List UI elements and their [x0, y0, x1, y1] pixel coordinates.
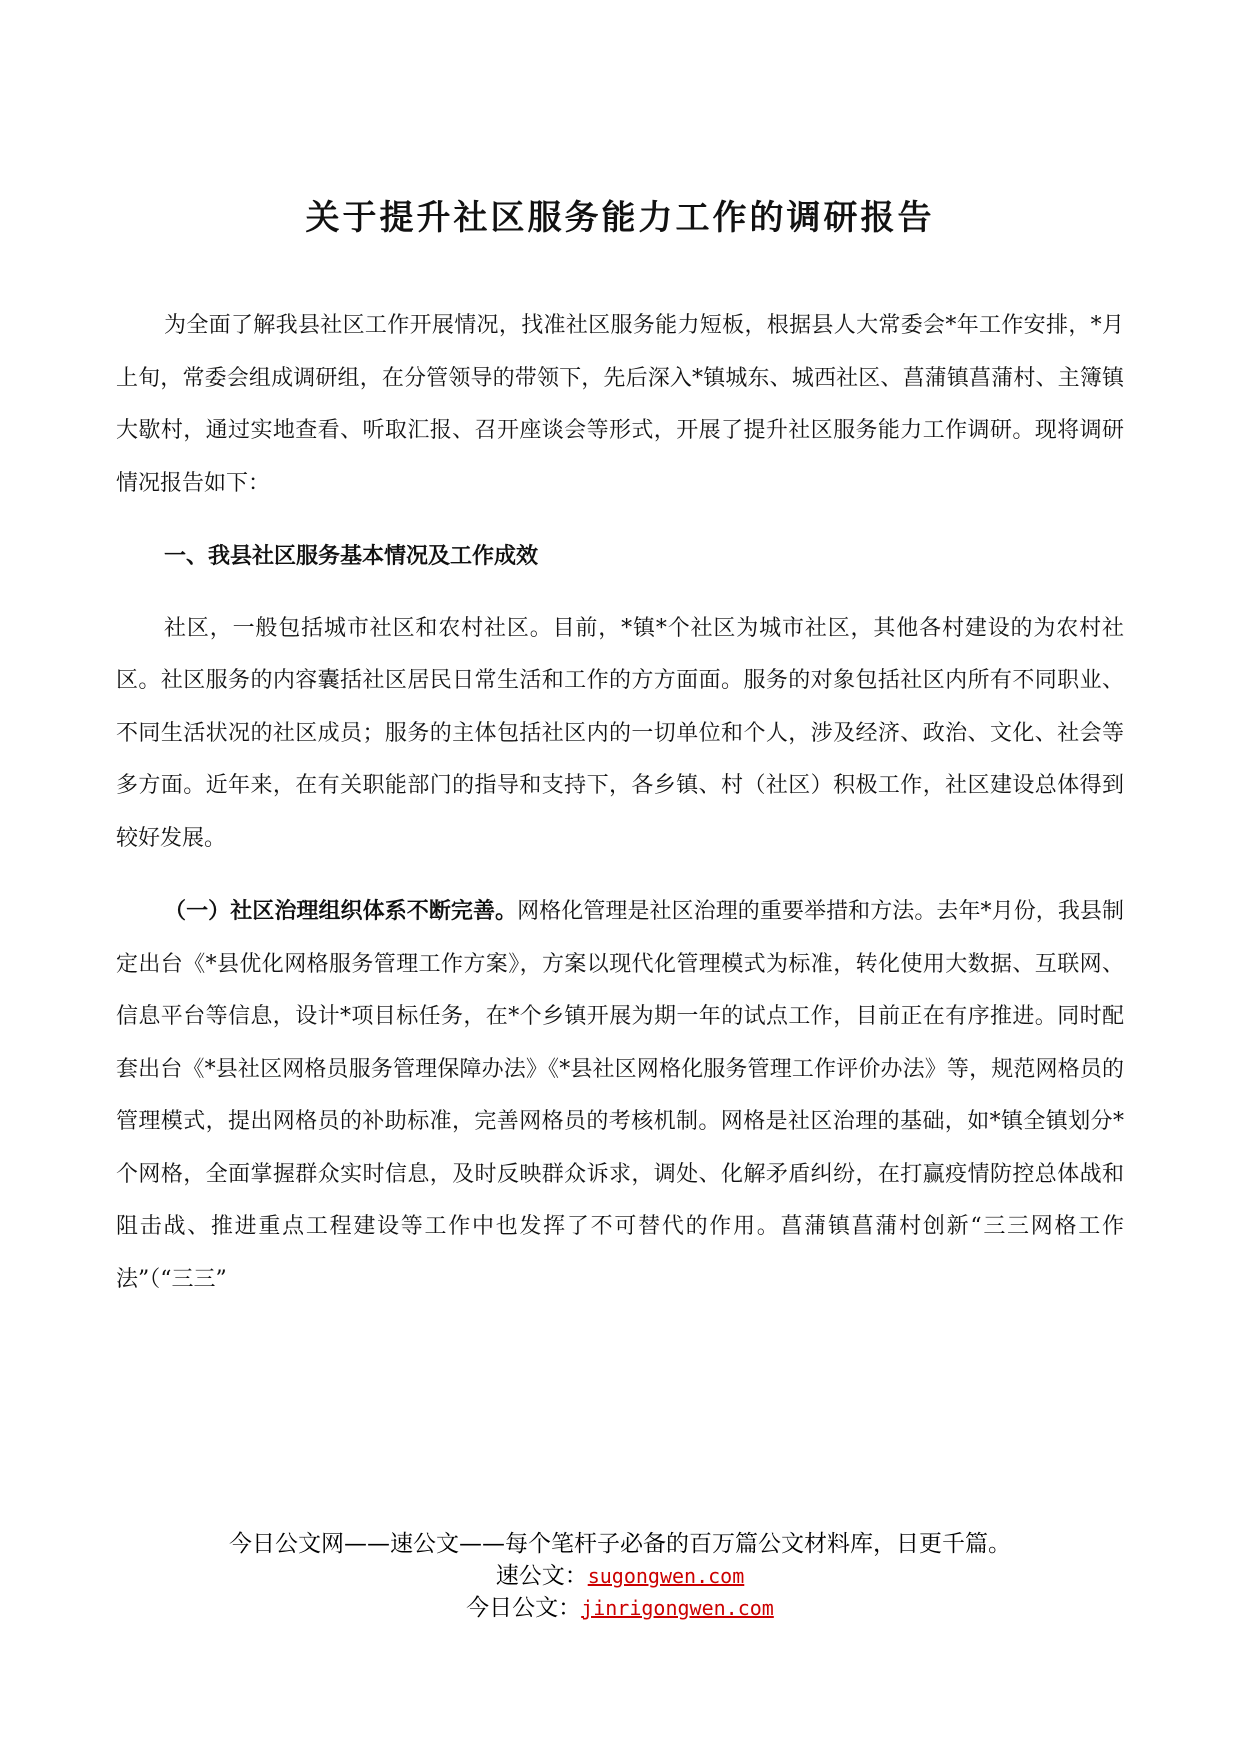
jinri-label: 今日公文： [466, 1595, 582, 1621]
footer-sugong-line [0, 1560, 1240, 1592]
sugong-link[interactable]: sugongwen.com [587, 1564, 745, 1588]
jinri-link[interactable]: jinrigongwen.com [581, 1596, 774, 1620]
section-paragraph: 社区，一般包括城市社区和农村社区。目前，*镇*个社区为城市社区，其他各村建设的为农村社区。社区服务的内容囊括社区居民日常生活和工作的方方面面。服务的对象包括社区内所有不同职业、不同生活状况的社区成员；服务的主体包括社区内的一切单位和个人，涉及经济、政治、文化、社会等多方面。近年来，在有关职能部门的指导和支持下，各乡镇、村（社区）积极工作，社区建设总体得到较好发展。 [116, 615, 1124, 851]
document-body [116, 300, 1124, 1306]
intro-paragraph: 为全面了解我县社区工作开展情况，找准社区服务能力短板，根据县人大常委会*年工作安排，*月上旬，常委会组成调研组，在分管领导的带领下，先后深入*镇城东、城西社区、菖蒲镇菖蒲村、主簿镇大歇村，通过实地查看、听取汇报、召开座谈会等形式，开展了提升社区服务能力工作调研。现将调研情况报告如下： [116, 313, 1124, 496]
footer-slogan: 今日公文网——速公文——每个笔杆子必备的百万篇公文材料库，日更千篇。 [229, 1531, 1011, 1557]
sugong-label: 速公文： [495, 1563, 588, 1589]
subsection-text: 网格化管理是社区治理的重要举措和方法。去年*月份，我县制定出台《*县优化网格服务管理工作方案》，方案以现代化管理模式为标准，转化使用大数据、互联网、信息平台等信息，设计*项目标任务，在*个乡镇开展为期一年的试点工作，目前正在有序推进。同时配套出台《*县社区网格员服务管理保障办法》《*县社区网格化服务管理工作评价办法》等，规范网格员的管理模式，提出网格员的补助标准，完善网格员的考核机制。网格是社区治理的基础，如*镇全镇划分*个网格，全面掌握群众实时信息，及时反映群众诉求，调处、化解矛盾纠纷，在打赢疫情防控总体战和阻击战、推进重点工程建设等工作中也发挥了不可替代的作用。菖蒲镇菖蒲村创新“三三网格工作法”（“三三” [116, 899, 1124, 1292]
page-footer [0, 1528, 1240, 1624]
subsection-heading: （一）社区治理组织体系不断完善。 [164, 898, 518, 924]
subsection-paragraph [116, 885, 1124, 1306]
page-title: 关于提升社区服务能力工作的调研报告 [305, 198, 935, 238]
section-heading: 一、我县社区服务基本情况及工作成效 [164, 543, 539, 569]
footer-jinri-line [0, 1592, 1240, 1624]
